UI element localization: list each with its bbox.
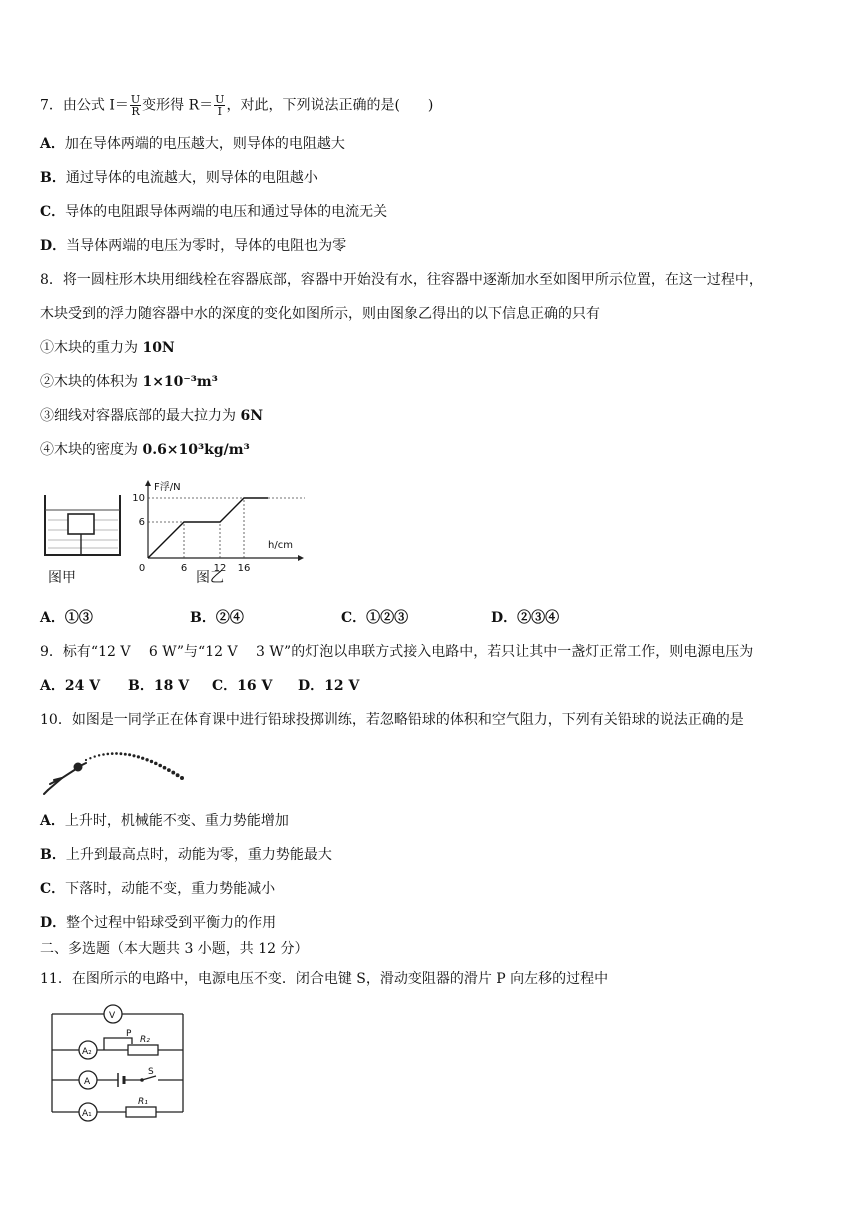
ammeter-a-label: A [84, 1077, 91, 1087]
figure-b-caption: 图乙 [196, 570, 224, 586]
athlete-figure [44, 763, 86, 794]
statement-text: ②木块的体积为 [40, 374, 143, 390]
trajectory-dot [98, 754, 100, 756]
q10-option-d[interactable] [40, 914, 276, 932]
q8-statement-2 [40, 373, 218, 391]
q8-statement-1 [40, 339, 175, 357]
ammeter-a1-label: A₁ [82, 1109, 92, 1119]
tick-label: 0 [138, 563, 146, 574]
section-heading: 二、多选题（本大题共 3 小题，共 12 分） [40, 941, 309, 957]
trajectory-dot [150, 760, 153, 763]
q9-option-a[interactable]: A．24 V [40, 678, 101, 694]
trajectory-dot [145, 758, 148, 761]
frac-denominator: I [217, 105, 222, 118]
q7-option-a[interactable] [40, 135, 345, 153]
q7-suffix: ，对此，下列说法正确的是( ) [226, 97, 434, 114]
ammeter-a2-label: A₂ [82, 1047, 92, 1057]
trajectory-dot [89, 757, 91, 759]
q7-stem [40, 94, 433, 117]
q7-option-d[interactable] [40, 237, 346, 255]
trajectory-dot [115, 752, 118, 755]
option-label: B． [40, 170, 66, 186]
q8-stem-line1: 8．将一圆柱形木块用细线栓在容器底部，容器中开始没有水，往容器中逐渐加水至如图甲所示位置，在这一过程中， [40, 272, 763, 288]
option-text: 整个过程中铅球受到平衡力的作用 [66, 915, 277, 931]
option-text: 上升到最高点时，动能为零，重力势能最大 [65, 847, 332, 863]
frac-numerator: U [130, 93, 141, 106]
q10-stem: 10．如图是一同学正在体育课中进行铅球投掷训练，若忽略铅球的体积和空气阻力，下列有关铅球的说法正确的是 [40, 712, 744, 728]
trajectory-dot [137, 755, 140, 758]
shot-trajectory [85, 752, 184, 780]
option-text: 加在导体两端的电压越大，则导体的电阻越大 [64, 136, 345, 152]
trajectory-dot [94, 755, 96, 757]
q8-option-d[interactable]: D．②③④ [491, 610, 560, 626]
trajectory-dot [107, 753, 110, 756]
statement-value: 10N [142, 340, 175, 356]
q7-option-b[interactable] [40, 169, 318, 187]
frac-denominator: R [131, 105, 140, 118]
frac-numerator: U [215, 93, 225, 106]
option-label: A． [40, 813, 65, 829]
resistor-r1-label: R₁ [138, 1097, 148, 1107]
tick-label: 6 [180, 563, 188, 574]
option-text: 导体的电阻跟导体两端的电压和通过导体的电流无关 [65, 204, 388, 220]
q8-option-b[interactable]: B．②④ [190, 610, 244, 626]
switch-icon [140, 1078, 144, 1082]
trajectory-dot [141, 757, 144, 760]
buoyancy-chart [130, 478, 310, 588]
trajectory-dot [85, 759, 87, 761]
q10-option-a[interactable] [40, 812, 289, 830]
tick-label: 16 [237, 563, 251, 574]
x-axis-label: h/cm [268, 540, 293, 551]
option-label: D． [40, 238, 67, 254]
trajectory-dot [102, 753, 105, 756]
q8-stem-line2: 木块受到的浮力随容器中水的深度的变化如图所示，则由图象乙得出的以下信息正确的只有 [40, 306, 600, 322]
x-axis-arrow-icon [298, 555, 304, 561]
option-text: 下落时，动能不变，重力势能减小 [65, 881, 276, 897]
option-text: 上升时，机械能不变、重力势能增加 [64, 813, 289, 829]
formula-i-fraction [130, 94, 141, 117]
q9-option-d[interactable]: D．12 V [298, 678, 360, 694]
statement-text: ④木块的密度为 [40, 442, 143, 458]
statement-value: 6N [240, 408, 263, 424]
tick-label: 10 [132, 493, 145, 504]
q9-option-b[interactable]: B．18 V [128, 678, 190, 694]
statement-text: ③细线对容器底部的最大拉力为 [40, 408, 241, 424]
option-label: C． [40, 204, 66, 220]
trajectory-dot [154, 762, 158, 766]
shot-put-illustration [40, 738, 190, 803]
q8-statement-4 [40, 441, 250, 459]
trajectory-dot [180, 776, 184, 780]
y-axis-arrow-icon [145, 480, 151, 486]
voltmeter-label: V [109, 1011, 116, 1021]
y-axis-label: F浮/N [154, 482, 181, 493]
slider-p-label: P [126, 1029, 132, 1039]
q8-option-c[interactable]: C．①②③ [341, 610, 409, 626]
q10-option-b[interactable] [40, 846, 332, 864]
option-label: B． [40, 847, 66, 863]
trajectory-dot [176, 773, 180, 777]
q7-mid: 变形得 R＝ [142, 97, 214, 114]
q11-stem: 11．在图所示的电路中，电源电压不变．闭合电键 S，滑动变阻器的滑片 P 向左移的过程中 [40, 971, 609, 987]
statement-value: 1×10⁻³m³ [142, 374, 218, 390]
tick-label: 6 [138, 517, 145, 528]
trajectory-dot [171, 771, 175, 775]
option-label: C． [40, 881, 66, 897]
option-label: D． [40, 915, 67, 931]
switch-s-label: S [148, 1067, 154, 1077]
circuit-diagram [44, 1000, 194, 1130]
trajectory-dot [132, 754, 135, 757]
q9-option-c[interactable]: C．16 V [212, 678, 273, 694]
option-text: 通过导体的电流越大，则导体的电阻越小 [65, 170, 318, 186]
figure-container-diagram [40, 490, 130, 590]
trajectory-dot [163, 766, 167, 770]
tick-label: 12 [213, 563, 227, 574]
q8-option-a[interactable]: A．①③ [40, 610, 93, 626]
trajectory-dot [111, 752, 114, 755]
formula-r-fraction [214, 94, 225, 117]
resistor-r2-label: R₂ [140, 1035, 150, 1045]
trajectory-dot [167, 768, 171, 772]
q7-option-c[interactable] [40, 203, 387, 221]
trajectory-dot [119, 752, 122, 755]
option-label: A． [40, 136, 65, 152]
option-text: 当导体两端的电压为零时，导体的电阻也为零 [66, 238, 347, 254]
q9-stem: 9．标有“12 V 6 W”与“12 V 3 W”的灯泡以串联方式接入电路中，若只让其中一盏灯正常工作，则电源电压为 [40, 644, 754, 660]
q8-statement-3 [40, 407, 263, 425]
trajectory-dot [128, 753, 131, 756]
trajectory-dot [124, 753, 127, 756]
trajectory-dot [158, 764, 162, 768]
statement-value: 0.6×10³kg/m³ [142, 442, 250, 458]
q7-prefix: 7．由公式 I＝ [40, 97, 129, 114]
series-line [148, 498, 268, 558]
statement-text: ①木块的重力为 [40, 340, 143, 356]
q10-option-c[interactable] [40, 880, 275, 898]
figure-a-caption: 图甲 [48, 570, 76, 586]
